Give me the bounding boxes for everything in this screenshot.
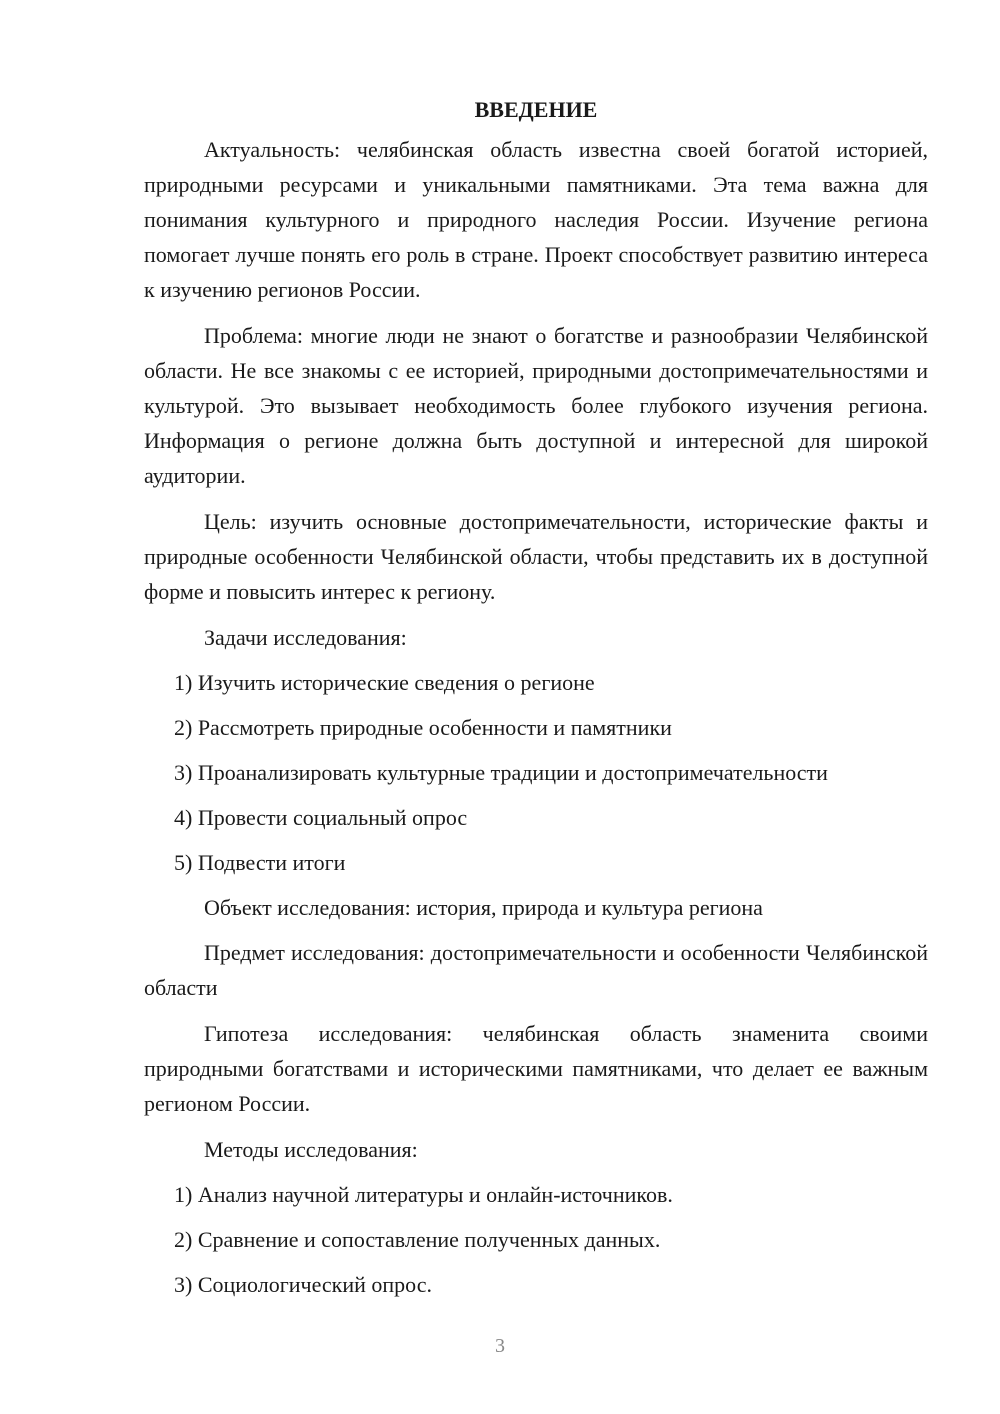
task-item: 4) Провести социальный опрос xyxy=(174,805,468,830)
relevance-paragraph: Актуальность: челябинская область известна своей богатой историей, природными ресурсами и уникальными памятниками. Эта тема важна для понимания культурного и природного наследия России. Изучение региона помогает лучше понять его роль в стране. Проект способствует развитию интереса к изучению регионов России. xyxy=(144,137,928,302)
object-line: Объект исследования: история, природа и культура региона xyxy=(204,895,763,920)
tasks-title: Задачи исследования: xyxy=(204,625,407,650)
section-heading: ВВЕДЕНИЕ xyxy=(474,97,598,122)
task-item: 1) Изучить исторические сведения о регионе xyxy=(174,670,595,695)
page-number: 3 xyxy=(495,1335,505,1357)
problem-paragraph: Проблема: многие люди не знают о богатстве и разнообразии Челябинской области. Не все знакомы с ее историей, природными достопримечательностями и культурой. Это вызывает необходимость более глубокого изучения региона. Информация о регионе должна быть доступной и интересной для широкой аудитории. xyxy=(144,323,928,488)
task-item: 3) Проанализировать культурные традиции и достопримечательности xyxy=(174,760,828,785)
page-content xyxy=(144,96,928,1312)
method-item: 1) Анализ научной литературы и онлайн-источников. xyxy=(174,1182,673,1207)
method-item: 3) Социологический опрос. xyxy=(174,1272,432,1297)
methods-title: Методы исследования: xyxy=(204,1137,418,1162)
task-item: 2) Рассмотреть природные особенности и памятники xyxy=(174,715,672,740)
subject-paragraph: Предмет исследования: достопримечательности и особенности Челябинской области xyxy=(144,940,928,1000)
method-item: 2) Сравнение и сопоставление полученных данных. xyxy=(174,1227,661,1252)
goal-paragraph: Цель: изучить основные достопримечательности, исторические факты и природные особенности Челябинской области, чтобы представить их в доступной форме и повысить интерес к региону. xyxy=(144,509,928,604)
task-item: 5) Подвести итоги xyxy=(174,850,346,875)
hypothesis-paragraph: Гипотеза исследования: челябинская область знаменита своими природными богатствами и историческими памятниками, что делает ее важным регионом России. xyxy=(144,1021,928,1116)
